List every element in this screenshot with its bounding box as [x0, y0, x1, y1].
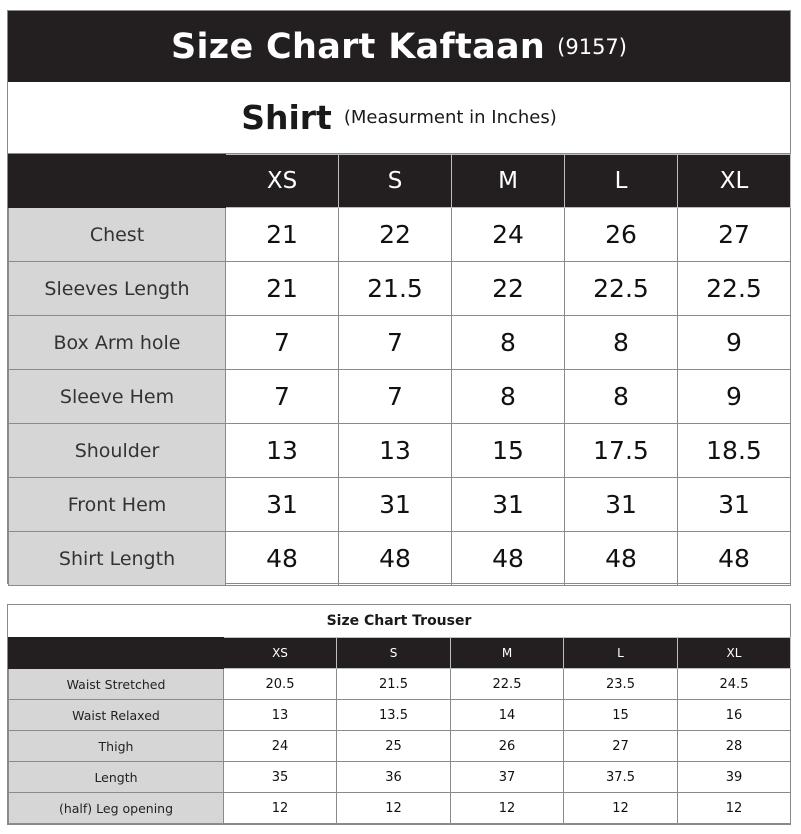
size-header-m: M — [452, 155, 565, 208]
value-cell: 48 — [678, 532, 791, 586]
table-row — [9, 424, 791, 478]
value-cell: 39 — [678, 762, 791, 793]
size-header-l: L — [564, 638, 678, 669]
chart-title-bar — [8, 11, 790, 82]
product-code: (9157) — [557, 34, 627, 59]
value-cell: 22 — [339, 208, 452, 262]
value-cell: 31 — [226, 478, 339, 532]
header-corner-cell — [9, 155, 226, 208]
value-cell: 27 — [564, 731, 678, 762]
value-cell: 18.5 — [678, 424, 791, 478]
size-header-s: S — [337, 638, 451, 669]
value-cell: 48 — [226, 532, 339, 586]
value-cell: 8 — [452, 316, 565, 370]
value-cell: 26 — [451, 731, 564, 762]
value-cell: 37.5 — [564, 762, 678, 793]
size-header-xs: XS — [224, 638, 337, 669]
value-cell: 48 — [565, 532, 678, 586]
value-cell: 21.5 — [337, 669, 451, 700]
value-cell: 15 — [452, 424, 565, 478]
table-row — [9, 532, 791, 586]
value-cell: 31 — [452, 478, 565, 532]
value-cell: 14 — [451, 700, 564, 731]
value-cell: 12 — [224, 793, 337, 824]
value-cell: 24 — [224, 731, 337, 762]
value-cell: 8 — [565, 370, 678, 424]
row-label: Chest — [9, 208, 226, 262]
table-row — [9, 793, 791, 824]
value-cell: 36 — [337, 762, 451, 793]
measurement-note: (Measurment in Inches) — [343, 107, 557, 128]
value-cell: 28 — [678, 731, 791, 762]
value-cell: 24.5 — [678, 669, 791, 700]
value-cell: 21.5 — [339, 262, 452, 316]
size-header-xl: XL — [678, 638, 791, 669]
trouser-table — [8, 637, 791, 824]
value-cell: 31 — [339, 478, 452, 532]
value-cell: 22.5 — [678, 262, 791, 316]
value-cell: 26 — [565, 208, 678, 262]
table-header-row — [9, 155, 791, 208]
value-cell: 22 — [452, 262, 565, 316]
value-cell: 12 — [564, 793, 678, 824]
header-corner-cell — [9, 638, 224, 669]
size-header-xl: XL — [678, 155, 791, 208]
row-label: Box Arm hole — [9, 316, 226, 370]
value-cell: 25 — [337, 731, 451, 762]
value-cell: 31 — [678, 478, 791, 532]
row-label: Shirt Length — [9, 532, 226, 586]
value-cell: 16 — [678, 700, 791, 731]
shirt-size-chart — [7, 10, 791, 584]
value-cell: 13 — [339, 424, 452, 478]
value-cell: 13.5 — [337, 700, 451, 731]
value-cell: 24 — [452, 208, 565, 262]
table-row — [9, 316, 791, 370]
shirt-subtitle-bar — [8, 82, 790, 154]
value-cell: 31 — [565, 478, 678, 532]
value-cell: 22.5 — [565, 262, 678, 316]
row-label: Length — [9, 762, 224, 793]
value-cell: 7 — [226, 370, 339, 424]
value-cell: 12 — [337, 793, 451, 824]
row-label: Waist Relaxed — [9, 700, 224, 731]
row-label: Sleeves Length — [9, 262, 226, 316]
table-row — [9, 262, 791, 316]
size-header-xs: XS — [226, 155, 339, 208]
shirt-table — [8, 154, 791, 586]
shirt-subtitle: Shirt — [241, 98, 332, 137]
row-label: (half) Leg opening — [9, 793, 224, 824]
table-row — [9, 370, 791, 424]
value-cell: 37 — [451, 762, 564, 793]
table-row — [9, 669, 791, 700]
row-label: Sleeve Hem — [9, 370, 226, 424]
value-cell: 7 — [339, 316, 452, 370]
value-cell: 27 — [678, 208, 791, 262]
row-label: Front Hem — [9, 478, 226, 532]
size-header-m: M — [451, 638, 564, 669]
value-cell: 12 — [451, 793, 564, 824]
value-cell: 7 — [226, 316, 339, 370]
value-cell: 20.5 — [224, 669, 337, 700]
value-cell: 21 — [226, 208, 339, 262]
trouser-size-chart — [7, 604, 791, 825]
table-header-row — [9, 638, 791, 669]
row-label: Thigh — [9, 731, 224, 762]
size-header-l: L — [565, 155, 678, 208]
row-label: Shoulder — [9, 424, 226, 478]
trouser-title: Size Chart Trouser — [8, 605, 790, 637]
table-row — [9, 762, 791, 793]
value-cell: 23.5 — [564, 669, 678, 700]
value-cell: 21 — [226, 262, 339, 316]
table-row — [9, 208, 791, 262]
value-cell: 15 — [564, 700, 678, 731]
value-cell: 7 — [339, 370, 452, 424]
value-cell: 22.5 — [451, 669, 564, 700]
size-header-s: S — [339, 155, 452, 208]
value-cell: 17.5 — [565, 424, 678, 478]
value-cell: 9 — [678, 316, 791, 370]
value-cell: 48 — [452, 532, 565, 586]
table-row — [9, 700, 791, 731]
value-cell: 48 — [339, 532, 452, 586]
table-row — [9, 478, 791, 532]
value-cell: 13 — [224, 700, 337, 731]
table-row — [9, 731, 791, 762]
value-cell: 9 — [678, 370, 791, 424]
row-label: Waist Stretched — [9, 669, 224, 700]
value-cell: 35 — [224, 762, 337, 793]
value-cell: 12 — [678, 793, 791, 824]
value-cell: 13 — [226, 424, 339, 478]
value-cell: 8 — [565, 316, 678, 370]
chart-title: Size Chart Kaftaan — [171, 26, 546, 67]
value-cell: 8 — [452, 370, 565, 424]
